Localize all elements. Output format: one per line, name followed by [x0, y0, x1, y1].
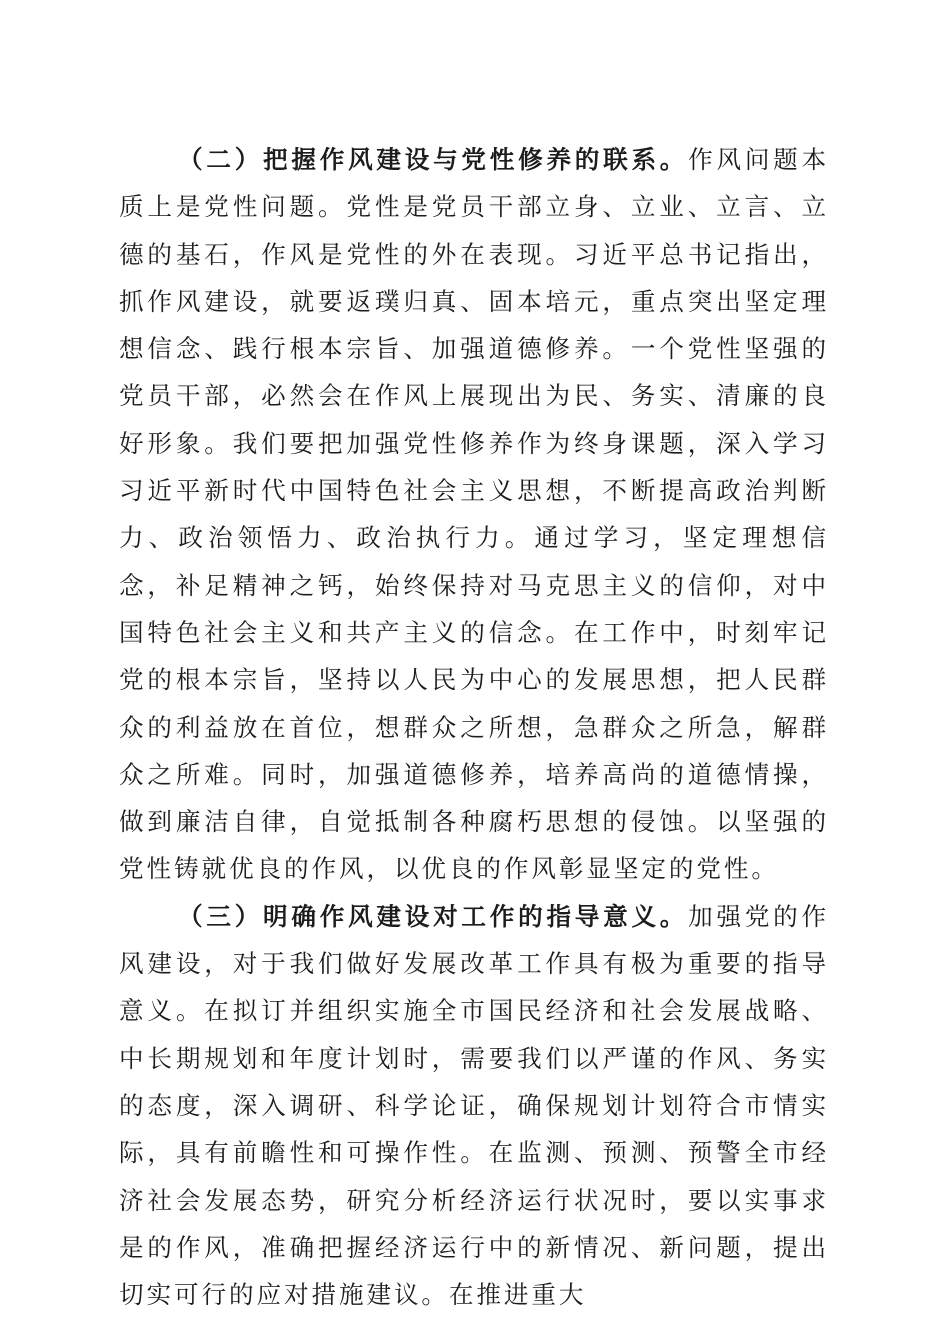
- paragraph-two: [119, 136, 829, 893]
- section-text-two: 作风问题本质上是党性问题。党性是党员干部立身、立业、立言、立德的基石，作风是党性的外在表现。习近平总书记指出，抓作风建设，就要返璞归真、固本培元，重点突出坚定理想信念、践行根本宗旨、加强道德修养。一个党性坚强的党员干部，必然会在作风上展现出为民、务实、清廉的良好形象。我们要把加强党性修养作为终身课题，深入学习习近平新时代中国特色社会主义思想，不断提高政治判断力、政治领悟力、政治执行力。通过学习，坚定理想信念，补足精神之钙，始终保持对马克思主义的信仰，对中国特色社会主义和共产主义的信念。在工作中，时刻牢记党的根本宗旨，坚持以人民为中心的发展思想，把人民群众的利益放在首位，想群众之所想，急群众之所急，解群众之所难。同时，加强道德修养，培养高尚的道德情操，做到廉洁自律，自觉抵制各种腐朽思想的侵蚀。以坚强的党性铸就优良的作风，以优良的作风彰显坚定的党性。: [119, 145, 829, 884]
- document-body: [119, 136, 829, 1318]
- section-heading-three: （三）明确作风建设对工作的指导意义。: [178, 901, 689, 931]
- section-heading-two: （二）把握作风建设与党性修养的联系。: [178, 145, 689, 174]
- paragraph-three: [119, 893, 829, 1319]
- section-text-three: 加强党的作风建设，对于我们做好发展改革工作具有极为重要的指导意义。在拟订并组织实施全市国民经济和社会发展战略、中长期规划和年度计划时，需要我们以严谨的作风、务实的态度，深入调研、科学论证，确保规划计划符合市情实际，具有前瞻性和可操作性。在监测、预测、预警全市经济社会发展态势，研究分析经济运行状况时，要以实事求是的作风，准确把握经济运行中的新情况、新问题，提出切实可行的应对措施建议。在推进重大: [119, 901, 829, 1310]
